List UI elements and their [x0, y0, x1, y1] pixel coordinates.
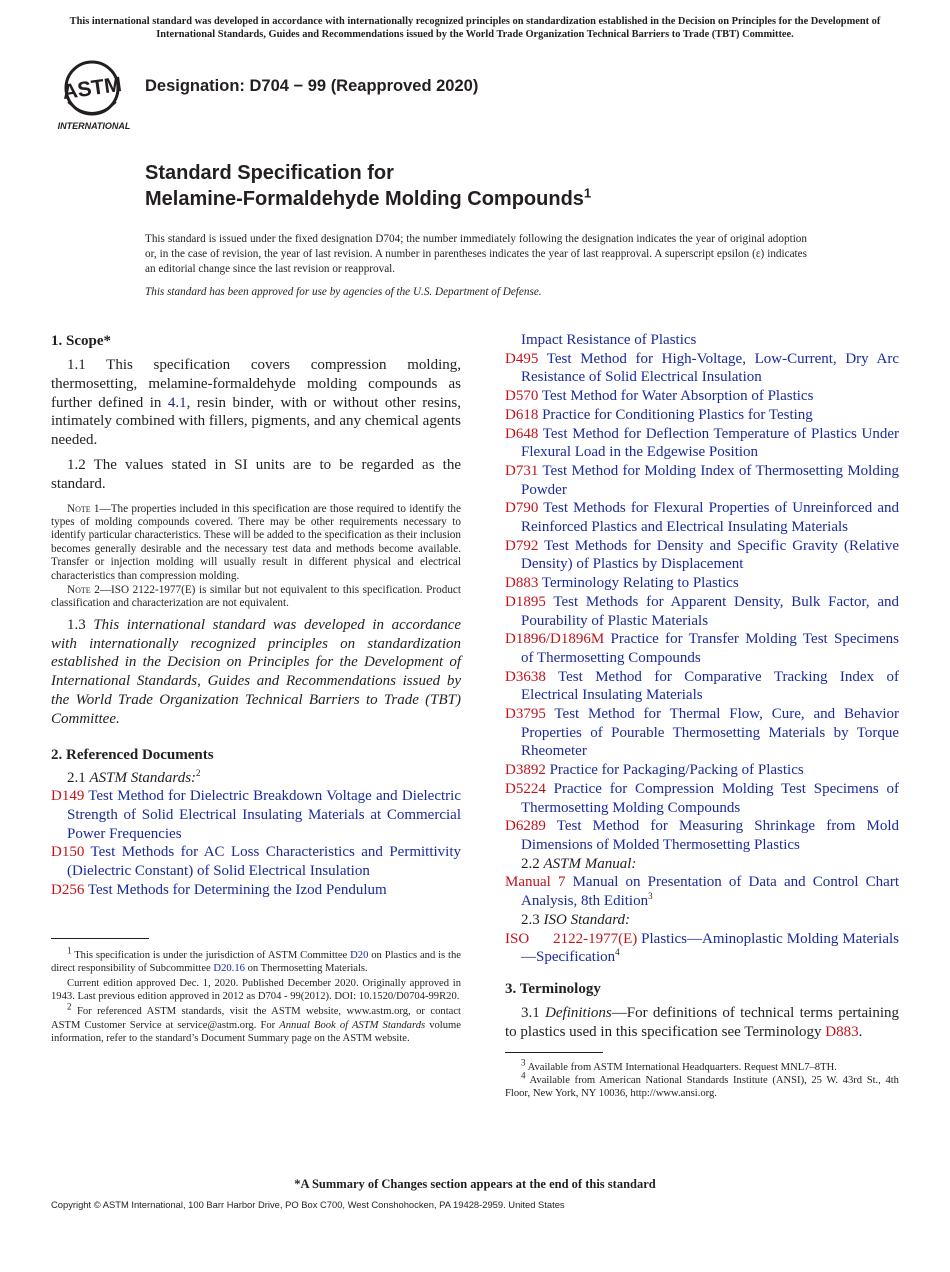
- ref-d790[interactable]: D790 Test Methods for Flexural Properties of Unreinforced and Reinforced Plastics and Electrical Insulating Materials: [505, 500, 900, 536]
- summary-of-changes-note: *A Summary of Changes section appears at the end of this standard: [294, 1177, 656, 1191]
- footnote-3: $^3$ Available from ASTM International Headquarters. Request MNL7–8TH.: [521, 1056, 837, 1073]
- astm-manual-label: 2.2 ASTM Manual:: [521, 855, 637, 872]
- footnote-4: $^4$ Available from American National Standards Institute (ANSI), 25 W. 43rd St., 4th Floor, New York, NY 10036, http://www.ansi.org.: [505, 1070, 899, 1099]
- footnote-rule-right: [505, 1052, 603, 1053]
- ref-d150[interactable]: D150 Test Methods for AC Loss Characteristics and Permittivity (Dielectric Constant) of Solid Electrical Insulation: [51, 844, 461, 880]
- refdocs-heading: 2. Referenced Documents: [51, 746, 214, 763]
- title-line-2: Melamine-Formaldehyde Molding Compounds$^1$: [145, 185, 592, 210]
- section-4-1-link[interactable]: 4.1: [167, 394, 187, 411]
- astm-standards-label: 2.1 ASTM Standards:$^2$: [67, 767, 201, 786]
- svg-text:INTERNATIONAL: INTERNATIONAL: [57, 121, 131, 131]
- footnote-1: $^1$ This specification is under the jurisdiction of ASTM Committee D20 on Plastics and is the direct responsibility of Subcommittee D20.16 on Thermosetting Materials.: [51, 945, 461, 974]
- footnote-1-edition: Current edition approved Dec. 1, 2020. Published December 2020. Originally approved in 1943. Last previous edition approved in 2012 as D704 - 99(2012). DOI: 10.1520/D0704-99R20.: [51, 977, 461, 1003]
- ref-d495[interactable]: D495 Test Method for High-Voltage, Low-Current, Dry Arc Resistance of Solid Electrical Insulation: [505, 350, 899, 386]
- terminology-heading: 3. Terminology: [505, 980, 601, 997]
- ref-d5224[interactable]: D5224 Practice for Compression Molding Test Specimens of Thermosetting Molding Compounds: [505, 780, 900, 816]
- ref-iso-2122[interactable]: ISO 2122-1977(E) Plastics—Aminoplastic Molding Materials—Specification$^4$: [505, 930, 899, 966]
- ref-d256-continued[interactable]: Impact Resistance of Plastics: [521, 332, 697, 348]
- scope-1-1: 1.1 This specification covers compression molding, thermosetting, melamine-formaldehyde molding compounds as further defined in 4.1, resin binder, with or without other resins, intimately combined with fillers, pigments, and any chemical agents needed.: [51, 357, 461, 449]
- ref-d731[interactable]: D731 Test Method for Molding Index of Thermosetting Molding Powder: [505, 462, 899, 498]
- scope-1-3: 1.3 This international standard was developed in accordance with internationally recognized principles on standardization established in the Decision on Principles for the Development of International Standards, Guides and Recommendations issued by the World Trade Organization Technical Barriers to Trade (TBT) Committee.: [51, 616, 462, 727]
- issuance-statement: This standard is issued under the fixed designation D704; the number immediately following the designation indicates the year of original adoption or, in the case of revision, the year of last revision. A number in parentheses indicates the year of last reapproval. A superscript epsilon (ε) indicates an editorial change since the last revision or reapproval.: [145, 233, 807, 275]
- iso-standard-label: 2.3 ISO Standard:: [521, 911, 631, 928]
- ref-d3892[interactable]: D3892 Practice for Packaging/Packing of Plastics: [505, 762, 804, 779]
- scope-1-2: 1.2 The values stated in SI units are to be regarded as the standard.: [51, 456, 461, 492]
- subcommittee-d20-16-link[interactable]: D20.16: [213, 962, 245, 974]
- ref-manual-7[interactable]: Manual 7 Manual on Presentation of Data and Control Chart Analysis, 8th Edition$^3$: [505, 874, 900, 910]
- title-footnote-mark: 1: [583, 185, 592, 201]
- page-title: [145, 160, 591, 212]
- footnote-rule-left: [51, 938, 149, 939]
- terminology-d883-link[interactable]: D883: [825, 1023, 859, 1040]
- left-column: [51, 330, 461, 1045]
- footnotes-right: [505, 1056, 899, 1101]
- ref-d6289[interactable]: D6289 Test Method for Measuring Shrinkage from Mold Dimensions of Molded Thermosetting Plastics: [505, 818, 899, 853]
- top-notice: This international standard was developed in accordance with internationally recognized principles on standardization established in the Decision on Principles for the Development of International Standards, Guides and Recommendations issued by the World Trade Organization Technical Barriers to Trade (TBT) Committee.: [69, 16, 881, 40]
- ref-d648[interactable]: D648 Test Method for Deflection Temperature of Plastics Under Flexural Load in the Edgewise Position: [505, 425, 899, 461]
- ref-d883[interactable]: D883 Terminology Relating to Plastics: [505, 575, 739, 592]
- ref-d792[interactable]: D792 Test Methods for Density and Specific Gravity (Relative Density) of Plastics by Displacement: [505, 537, 899, 573]
- ref-d570[interactable]: D570 Test Method for Water Absorption of Plastics: [505, 388, 814, 405]
- astm-logo: [54, 58, 134, 132]
- astm-logo-icon: [54, 58, 134, 132]
- right-ref-list: [505, 350, 899, 855]
- copyright: Copyright © ASTM International, 100 Barr Harbor Drive, PO Box C700, West Conshohocken, PA 19428-2959. United States: [51, 1199, 565, 1210]
- dod-approval: This standard has been approved for use by agencies of the U.S. Department of Defense.: [145, 286, 542, 298]
- terminology-3-1: 3.1 Definitions—For definitions of technical terms pertaining to plastics used in this specification see Terminology D883.: [505, 1004, 900, 1040]
- right-column: [505, 330, 899, 1100]
- footnotes-left: [51, 945, 461, 1045]
- committee-d20-link[interactable]: D20: [350, 949, 369, 961]
- scope-heading: 1. Scope*: [51, 333, 111, 349]
- title-line-1: Standard Specification for: [145, 162, 394, 184]
- ref-d1895[interactable]: D1895 Test Methods for Apparent Density, Bulk Factor, and Pourability of Plastic Materials: [505, 593, 899, 629]
- ref-d618[interactable]: D618 Practice for Conditioning Plastics for Testing: [505, 406, 813, 423]
- designation: Designation: D704 − 99 (Reapproved 2020): [145, 77, 479, 95]
- ref-d3638[interactable]: D3638 Test Method for Comparative Tracking Index of Electrical Insulating Materials: [505, 668, 899, 704]
- ref-d149[interactable]: D149 Test Method for Dielectric Breakdown Voltage and Dielectric Strength of Solid Electrical Insulating Materials at Commercial Power Frequencies: [51, 788, 461, 842]
- note-1: Note 1—The properties included in this specification are those required to identify the types of molding compounds covered. There may be other requirements necessary to identify particular characteristics. These will be added to the specification as their inclusion becomes generally desirable and the necessary test data and methods become available. Transfer or injection molding will usually result in different physical and electrical characteristics than compression molding.: [51, 502, 461, 582]
- ref-d1896-d1896m[interactable]: D1896/D1896M Practice for Transfer Molding Test Specimens of Thermosetting Compounds: [505, 631, 899, 666]
- ref-d3795[interactable]: D3795 Test Method for Thermal Flow, Cure, and Behavior Properties of Pourable Thermosetting Materials by Torque Rheometer: [505, 706, 899, 760]
- svg-text:ASTM: ASTM: [61, 72, 124, 105]
- note-2: Note 2—ISO 2122-1977(E) is similar but not equivalent to this specification. Product classification and characterization are not equivalent.: [51, 584, 461, 610]
- ref-d256[interactable]: D256 Test Methods for Determining the Izod Pendulum: [51, 881, 387, 898]
- footnote-2: $^2$ For referenced ASTM standards, visit the ASTM website, www.astm.org, or contact ASTM Customer Service at service@astm.org. For Annual Book of ASTM Standards volume information, refer to the standard’s Document Summary page on the ASTM website.: [51, 1001, 461, 1044]
